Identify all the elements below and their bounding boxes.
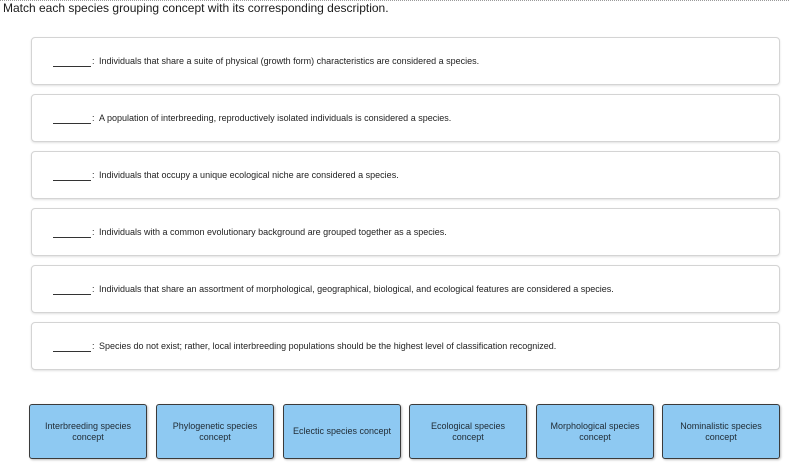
question-instruction: Match each species grouping concept with its corresponding description. — [3, 1, 389, 15]
answer-tile-ecological[interactable]: Ecological species concept — [409, 404, 527, 459]
answer-blank[interactable] — [53, 180, 91, 181]
blank-colon: : — [92, 341, 95, 351]
blank-colon: : — [92, 284, 95, 294]
description-text: Species do not exist; rather, local interbreeding populations should be the highest level of classification recognized. — [99, 341, 557, 351]
answer-bank — [29, 404, 775, 459]
answer-blank[interactable] — [53, 294, 91, 295]
blank-colon: : — [92, 56, 95, 66]
answer-tile-eclectic[interactable]: Eclectic species concept — [283, 404, 401, 459]
description-row[interactable] — [31, 37, 780, 85]
description-list — [31, 37, 780, 379]
answer-tile-nominalistic[interactable]: Nominalistic species concept — [662, 404, 780, 459]
description-text: Individuals that share an assortment of morphological, geographical, biological, and ecological features are considered a species. — [99, 284, 614, 294]
answer-blank[interactable] — [53, 351, 91, 352]
description-row[interactable] — [31, 94, 780, 142]
description-row[interactable] — [31, 208, 780, 256]
answer-blank[interactable] — [53, 123, 91, 124]
answer-blank[interactable] — [53, 237, 91, 238]
answer-tile-phylogenetic[interactable]: Phylogenetic species concept — [156, 404, 274, 459]
description-text: A population of interbreeding, reproductively isolated individuals is considered a species. — [99, 113, 452, 123]
description-text: Individuals that occupy a unique ecological niche are considered a species. — [99, 170, 399, 180]
blank-colon: : — [92, 113, 95, 123]
answer-tile-interbreeding[interactable]: Interbreeding species concept — [29, 404, 147, 459]
description-text: Individuals that share a suite of physical (growth form) characteristics are considered a species. — [99, 56, 480, 66]
description-row[interactable] — [31, 151, 780, 199]
answer-tile-morphological[interactable]: Morphological species concept — [536, 404, 654, 459]
description-row[interactable] — [31, 265, 780, 313]
description-text: Individuals with a common evolutionary background are grouped together as a species. — [99, 227, 447, 237]
blank-colon: : — [92, 227, 95, 237]
blank-colon: : — [92, 170, 95, 180]
answer-blank[interactable] — [53, 66, 91, 67]
description-row[interactable] — [31, 322, 780, 370]
